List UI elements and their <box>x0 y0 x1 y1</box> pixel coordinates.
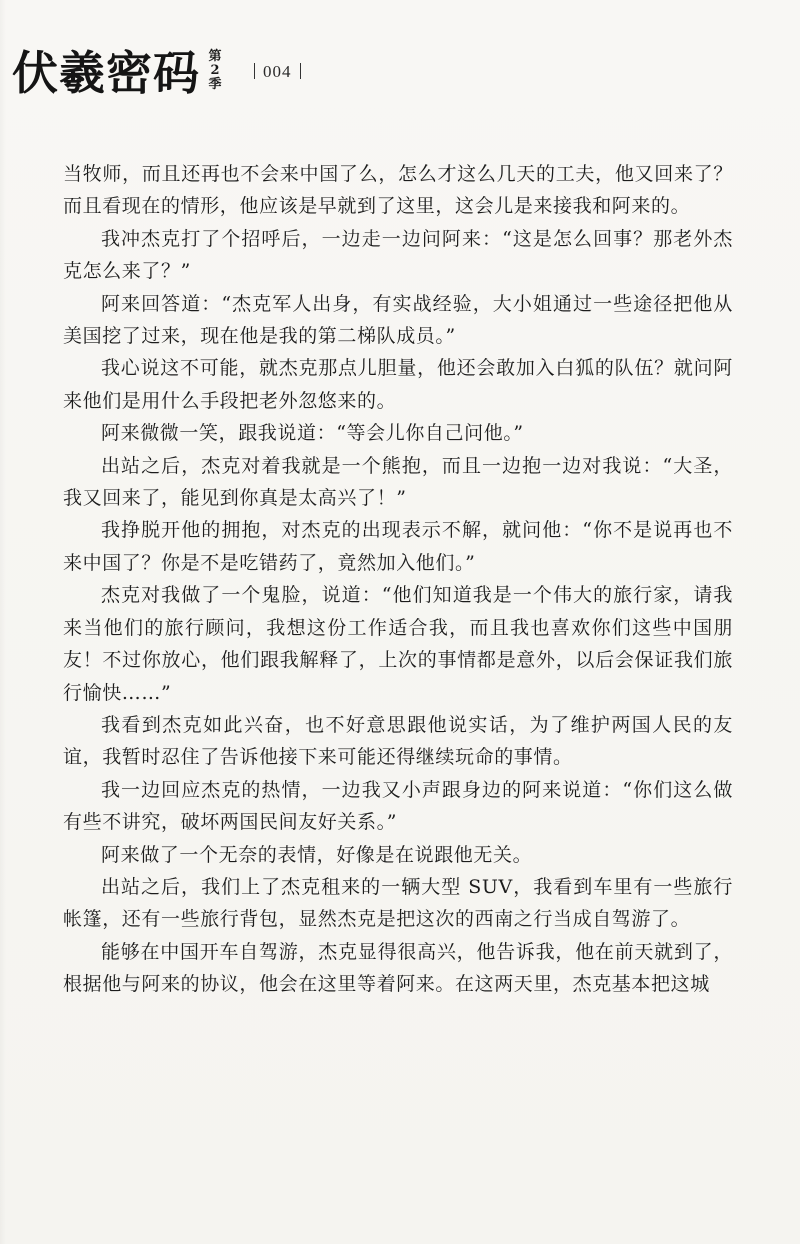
body-text <box>63 158 733 1001</box>
divider <box>254 63 255 79</box>
paragraph: 杰克对我做了一个鬼脸，说道：“他们知道我是一个伟大的旅行家，请我来当他们的旅行顾问，我想这份工作适合我，而且我也喜欢你们这些中国朋友！不过你放心，他们跟我解释了，上次的事情都是意外，以后会保证我们旅行愉快……” <box>63 584 733 704</box>
paragraph: 当牧师，而且还再也不会来中国了么，怎么才这么几天的工夫，他又回来了？而且看现在的情形，他应该是早就到了这里，这会儿是来接我和阿来的。 <box>63 163 733 218</box>
season-label <box>206 50 224 92</box>
running-header <box>12 40 309 100</box>
paragraph: 阿来微微一笑，跟我说道：“等会儿你自己问他。” <box>101 422 524 445</box>
paragraph: 我一边回应杰克的热情，一边我又小声跟身边的阿来说道：“你们这么做有些不讲究，破坏两国民间友好关系。” <box>63 778 733 834</box>
season-char: 2 <box>210 63 220 78</box>
paragraph: 我冲杰克打了个招呼后，一边走一边问阿来：“这是怎么回事？那老外杰克怎么来了？” <box>63 227 733 283</box>
book-title: 伏羲密码 <box>12 46 200 100</box>
season-char: 第 <box>208 49 222 64</box>
paragraph: 我看到杰克如此兴奋，也不好意思跟他说实话，为了维护两国人民的友谊，我暂时忍住了告诉他接下来可能还得继续玩命的事情。 <box>63 713 733 769</box>
page-number-value: 004 <box>263 62 292 81</box>
paragraph: 出站之后，我们上了杰克租来的一辆大型 SUV，我看到车里有一些旅行帐篷，还有一些旅行背包，显然杰克是把这次的西南之行当成自驾游了。 <box>63 875 733 931</box>
paragraph: 能够在中国开车自驾游，杰克显得很高兴，他告诉我，他在前天就到了，根据他与阿来的协议，他会在这里等着阿来。在这两天里，杰克基本把这城 <box>63 940 733 996</box>
paragraph: 我心说这不可能，就杰克那点儿胆量，他还会敢加入白狐的队伍？就问阿来他们是用什么手段把老外忽悠来的。 <box>63 357 733 412</box>
divider <box>300 63 301 79</box>
paragraph: 出站之后，杰克对着我就是一个熊抱，而且一边抱一边对我说：“大圣，我又回来了，能见到你真是太高兴了！” <box>63 454 733 510</box>
season-char: 季 <box>208 77 222 92</box>
paragraph: 我挣脱开他的拥抱，对杰克的出现表示不解，就问他：“你不是说再也不来中国了？你是不是吃错药了，竟然加入他们。” <box>63 519 733 574</box>
paragraph: 阿来做了一个无奈的表情，好像是在说跟他无关。 <box>101 843 533 866</box>
page-number <box>246 62 309 82</box>
paragraph: 阿来回答道：“杰克军人出身，有实战经验，大小姐通过一些途径把他从美国挖了过来，现在他是我的第二梯队成员。” <box>63 292 733 348</box>
